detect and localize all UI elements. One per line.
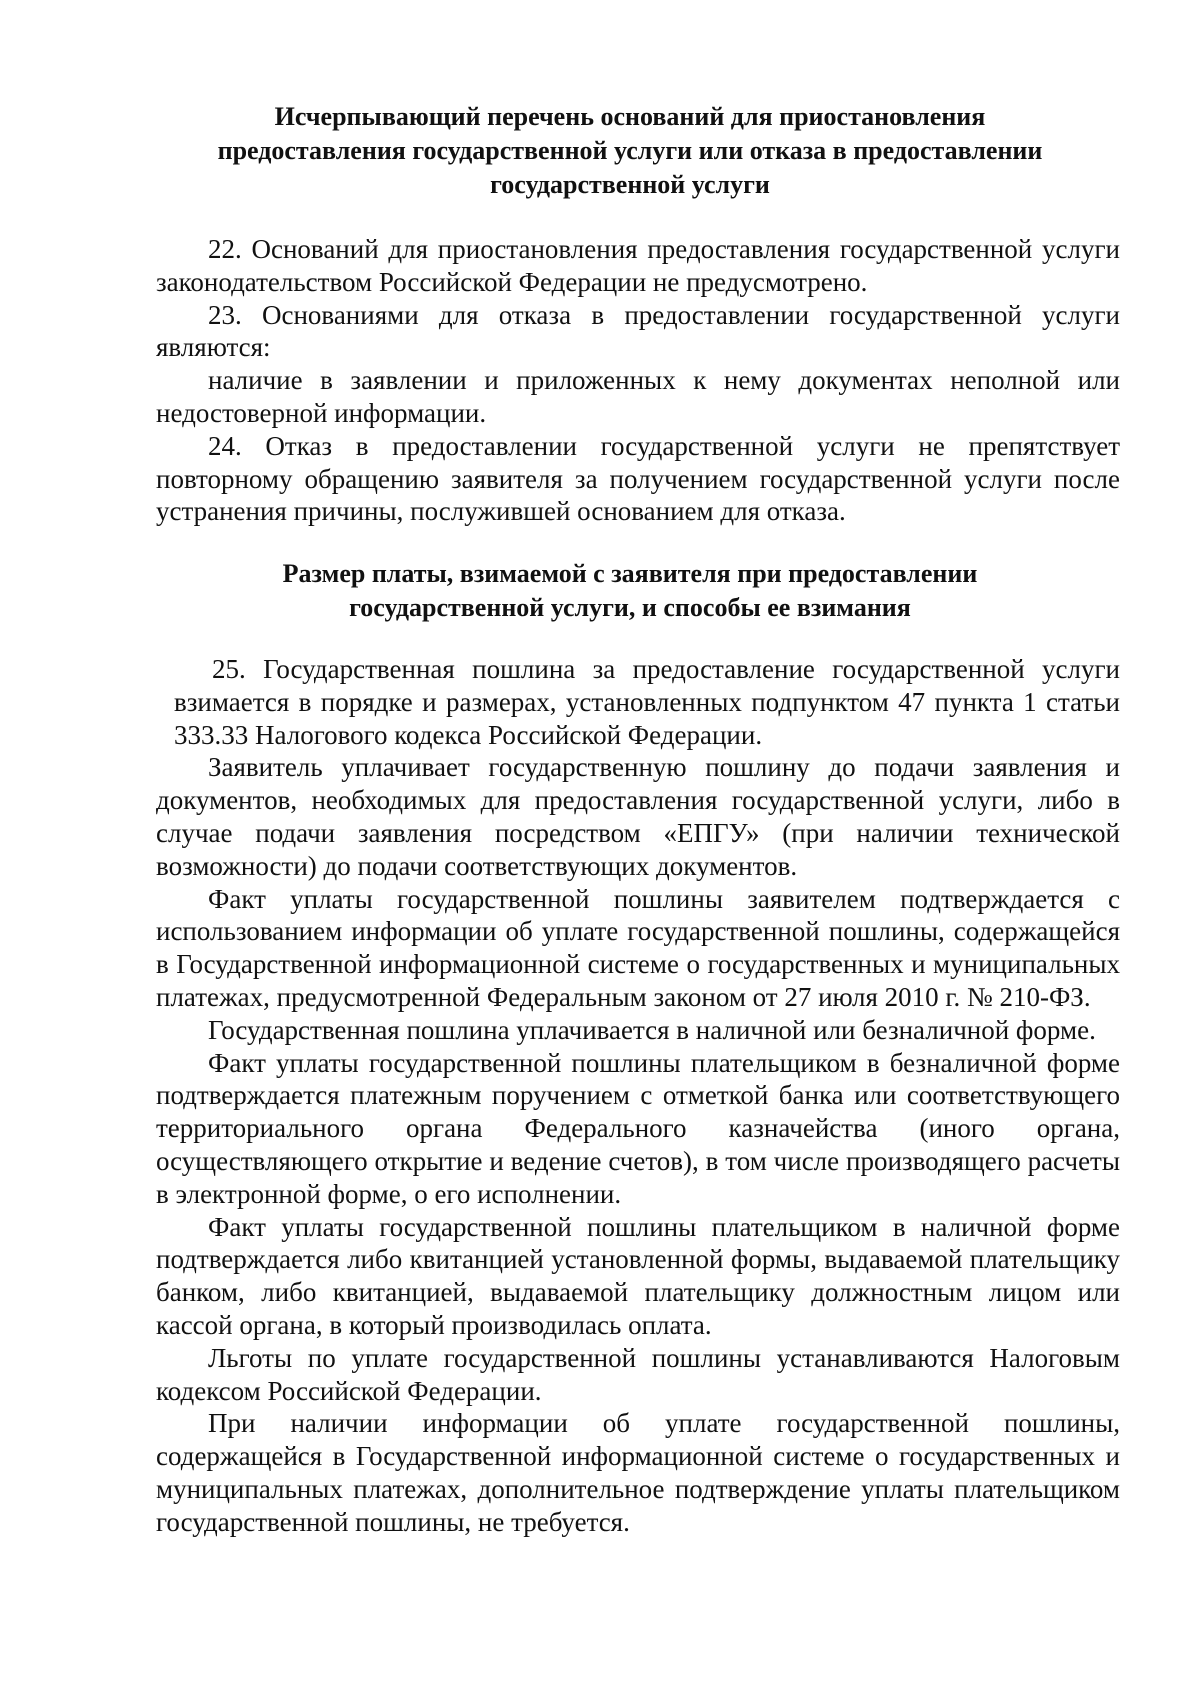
heading-line: государственной услуги bbox=[490, 170, 770, 199]
paragraph-no-extra-confirmation: При наличии информации об уплате государственной пошлины, содержащейся в Государственной информационной системе о государственных и муниципальных платежах, дополнительное подтверждение уплаты плательщиком государственной пошлины, не требуется. bbox=[156, 1408, 1120, 1537]
heading-line: Размер платы, взимаемой с заявителя при предоставлении bbox=[282, 559, 978, 588]
paragraph-payment-timing: Заявитель уплачивает государственную пошлину до подачи заявления и документов, необходимых для предоставления государственной услуги, либо в случае подачи заявления посредством «ЕПГУ» (при наличии технической возможности) до подачи соответствующих документов. bbox=[156, 752, 1120, 881]
section-heading-fee bbox=[150, 557, 1110, 625]
paragraph-payment-form: Государственная пошлина уплачивается в наличной или безналичной форме. bbox=[208, 1014, 1096, 1045]
heading-line: предоставления государственной услуги или отказа в предоставлении bbox=[217, 136, 1043, 165]
section-heading-suspension-refusal bbox=[150, 100, 1110, 202]
paragraph-24: 24. Отказ в предоставлении государственной услуги не препятствует повторному обращению заявителя за получением государственной услуги после устранения причины, послужившей основанием для отказа. bbox=[156, 430, 1120, 527]
paragraph-cashless-confirmation: Факт уплаты государственной пошлины плательщиком в безналичной форме подтверждается платежным поручением с отметкой банка или соответствующего территориального органа Федерального казначейства (иного органа, осуществляющего открытие и ведение счетов), в том числе производящего расчеты в электронной форме, о его исполнении. bbox=[156, 1047, 1120, 1209]
paragraph-25: 25. Государственная пошлина за предоставление государственной услуги взимается в порядке и размерах, установленных подпунктом 47 пункта 1 статьи 333.33 Налогового кодекса Российской Федерации. bbox=[174, 654, 1120, 750]
paragraph-23: 23. Основаниями для отказа в предоставлении государственной услуги являются: bbox=[156, 299, 1120, 363]
paragraph-23-item: наличие в заявлении и приложенных к нему документах неполной или недостоверной информации. bbox=[156, 365, 1120, 428]
section-body-fee bbox=[156, 653, 1120, 1539]
heading-line: государственной услуги, и способы ее взимания bbox=[349, 593, 911, 622]
section-body-suspension-refusal bbox=[156, 233, 1120, 528]
paragraph-cash-confirmation: Факт уплаты государственной пошлины плательщиком в наличной форме подтверждается либо квитанцией установленной формы, выдаваемой плательщику банком, либо квитанцией, выдаваемой плательщику должностным лицом или кассой органа, в который производилась оплата. bbox=[156, 1211, 1120, 1340]
paragraph-benefits: Льготы по уплате государственной пошлины устанавливаются Налоговым кодексом Российской Федерации. bbox=[156, 1342, 1120, 1406]
paragraph-22: 22. Оснований для приостановления предоставления государственной услуги законодательством Российской Федерации не предусмотрено. bbox=[156, 234, 1120, 297]
paragraph-payment-confirmation-gis: Факт уплаты государственной пошлины заявителем подтверждается с использованием информации об уплате государственной пошлины, содержащейся в Государственной информационной системе о государственных и муниципальных платежах, предусмотренной Федеральным законом от 27 июля 2010 г. № 210-ФЗ. bbox=[156, 883, 1120, 1012]
heading-line: Исчерпывающий перечень оснований для приостановления bbox=[274, 102, 986, 131]
